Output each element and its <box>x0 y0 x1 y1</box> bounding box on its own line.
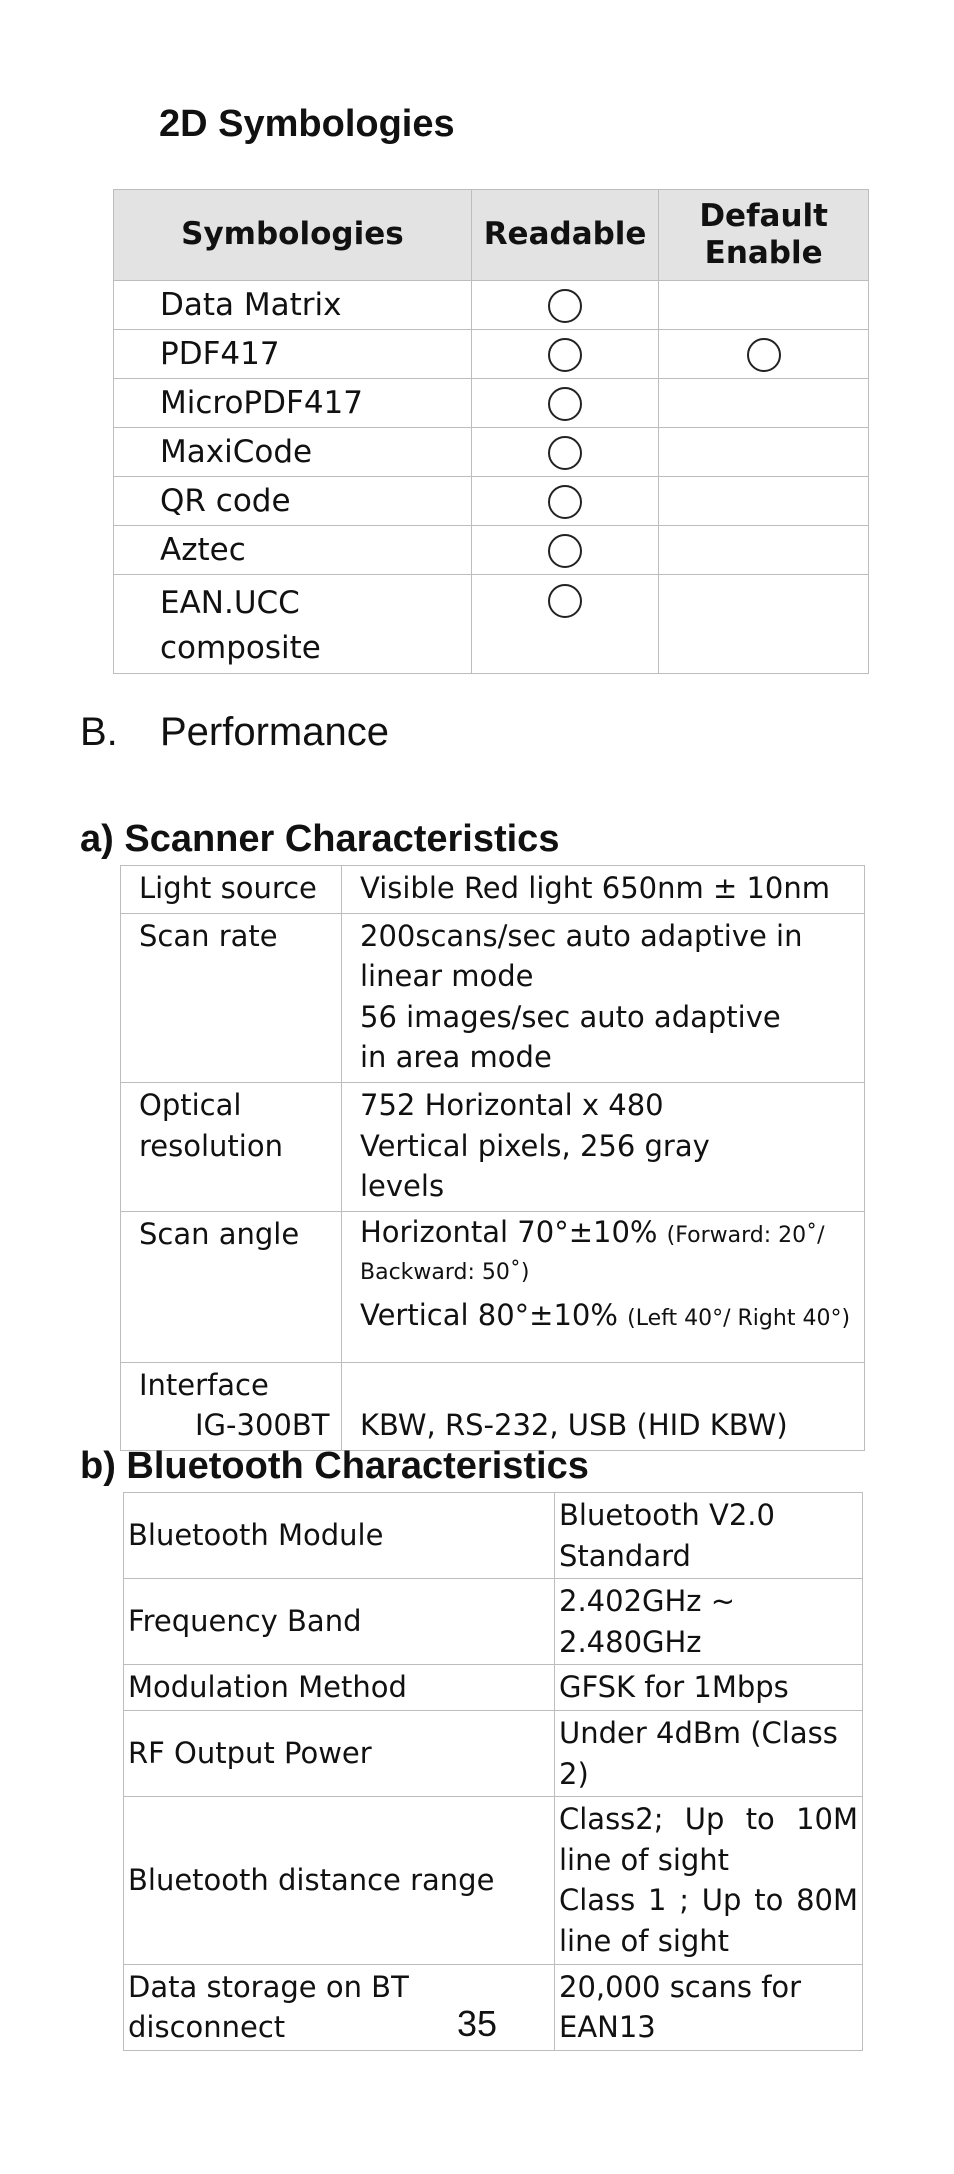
row-label: Frequency Band <box>124 1579 555 1665</box>
row-label: Optical resolution <box>121 1082 342 1211</box>
row-value: GFSK for 1Mbps <box>555 1665 863 1711</box>
circle-mark-icon <box>548 485 582 519</box>
interface-label: Interface <box>139 1367 269 1402</box>
vertical-angle-note: (Left 40°/ Right 40°) <box>627 1306 851 1332</box>
default-enable-cell <box>659 477 869 526</box>
symbology-name: Aztec <box>114 526 472 575</box>
row-value: Visible Red light 650nm ± 10nm <box>342 866 865 914</box>
default-enable-cell <box>659 526 869 575</box>
symbology-name: PDF417 <box>114 330 472 379</box>
default-enable-cell <box>659 379 869 428</box>
readable-cell <box>471 330 658 379</box>
table-row <box>124 1493 863 1579</box>
row-value <box>342 913 865 1082</box>
row-label: Bluetooth Module <box>124 1493 555 1579</box>
row-value: 20,000 scans for EAN13 <box>555 1964 863 2050</box>
row-value <box>342 1211 865 1362</box>
table-row <box>114 281 869 330</box>
circle-mark-icon <box>548 534 582 568</box>
readable-cell <box>471 526 658 575</box>
table-header-row <box>114 190 869 281</box>
interface-model: IG-300BT <box>195 1408 330 1443</box>
readable-cell <box>471 575 658 674</box>
row-value: Bluetooth V2.0 Standard <box>555 1493 863 1579</box>
horizontal-angle-note: (Forward: 20˚/ Backward: 50˚) <box>360 1222 825 1286</box>
row-value: 2.402GHz ~ 2.480GHz <box>555 1579 863 1665</box>
readable-cell <box>471 379 658 428</box>
default-enable-cell <box>659 428 869 477</box>
circle-mark-icon <box>548 387 582 421</box>
default-enable-cell <box>659 330 869 379</box>
row-value: Under 4dBm (Class 2) <box>555 1710 863 1796</box>
readable-cell <box>471 428 658 477</box>
readable-cell <box>471 281 658 330</box>
default-enable-cell <box>659 281 869 330</box>
row-value: 752 Horizontal x 480 Vertical pixels, 256 gray levels <box>342 1082 865 1211</box>
row-label: Bluetooth distance range <box>124 1797 555 1964</box>
symbology-name: EAN.UCC composite <box>114 575 472 674</box>
distance-class2: Class2; Up to 10M line of sight <box>559 1802 858 1877</box>
default-enable-cell <box>659 575 869 674</box>
row-label: Scan angle <box>121 1211 342 1362</box>
table-row <box>124 1710 863 1796</box>
section-heading-2d-symbologies: 2D Symbologies <box>159 103 455 145</box>
symbology-name: MaxiCode <box>114 428 472 477</box>
row-value: KBW, RS-232, USB (HID KBW) <box>342 1362 865 1450</box>
circle-mark-icon <box>548 436 582 470</box>
symbology-name: Data Matrix <box>114 281 472 330</box>
circle-mark-icon <box>548 289 582 323</box>
table-row <box>114 526 869 575</box>
table-row <box>121 866 865 914</box>
section-heading-scanner: a) Scanner Characteristics <box>80 818 560 860</box>
table-row <box>114 428 869 477</box>
readable-cell <box>471 477 658 526</box>
table-row <box>114 477 869 526</box>
table-row <box>124 1579 863 1665</box>
table-row <box>121 1082 865 1211</box>
section-title-performance: Performance <box>160 710 389 754</box>
row-label: RF Output Power <box>124 1710 555 1796</box>
row-label <box>121 1362 342 1450</box>
symbology-name: MicroPDF417 <box>114 379 472 428</box>
row-label: Light source <box>121 866 342 914</box>
column-header-default-enable: Default Enable <box>659 190 869 281</box>
table-row <box>124 1665 863 1711</box>
table-row <box>124 1797 863 1964</box>
circle-mark-icon <box>548 338 582 372</box>
symbologies-table <box>113 189 869 674</box>
section-heading-bluetooth: b) Bluetooth Characteristics <box>80 1445 589 1487</box>
circle-mark-icon <box>548 584 582 618</box>
table-row <box>114 575 869 674</box>
column-header-readable: Readable <box>471 190 658 281</box>
scan-angle-vertical <box>360 1295 864 1336</box>
section-letter: B. <box>80 710 118 754</box>
scan-rate-area: 56 images/sec auto adaptive in area mode <box>360 999 781 1075</box>
bluetooth-characteristics-table <box>123 1492 863 2051</box>
row-label: Modulation Method <box>124 1665 555 1711</box>
table-row <box>121 913 865 1082</box>
table-row <box>114 330 869 379</box>
scan-angle-horizontal <box>360 1214 864 1289</box>
vertical-angle: Vertical 80°±10% <box>360 1298 618 1333</box>
row-label: Data storage on BT disconnect <box>124 1964 555 2050</box>
scan-rate-linear: 200scans/sec auto adaptive in linear mode <box>360 918 803 994</box>
column-header-symbologies: Symbologies <box>114 190 472 281</box>
table-row <box>121 1362 865 1450</box>
horizontal-angle: Horizontal 70°±10% <box>360 1214 658 1249</box>
distance-class1: Class 1 ; Up to 80M line of sight <box>559 1883 858 1958</box>
page-number: 35 <box>456 2003 498 2044</box>
circle-mark-icon <box>747 338 781 372</box>
table-row <box>114 379 869 428</box>
table-row <box>121 1211 865 1362</box>
row-label: Scan rate <box>121 913 342 1082</box>
row-value <box>555 1797 863 1964</box>
symbology-name: QR code <box>114 477 472 526</box>
scanner-characteristics-table <box>120 865 865 1451</box>
